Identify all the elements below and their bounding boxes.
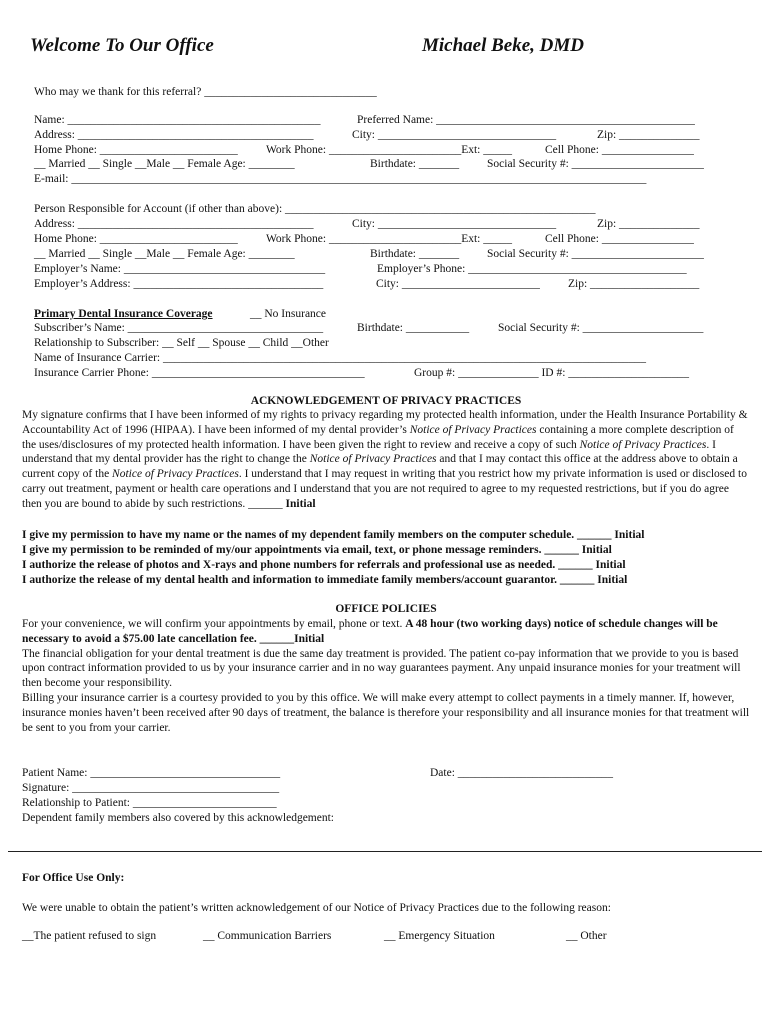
office-policies-title: OFFICE POLICIES: [335, 603, 437, 615]
reason-refused-option[interactable]: __The patient refused to sign: [22, 930, 157, 942]
patient-email-field[interactable]: E-mail: ____________________________________________________________________________________________________: [34, 173, 647, 185]
signature-date-field[interactable]: Date: ___________________________: [430, 767, 614, 779]
office-policies-text: For your convenience, we will confirm your appointments by email, phone or text. A 48 hour (two working days) notice of schedule changes will be necessary to avoid a $75.00 late cancellation fee. ______Initial The financial obligation for your dental treatment is due the same day treatment is provided. The patient co-pay information that we provide to you is based upon contract information provided to us by your insurance carrier and in no way guarantees payment. Any unpaid insurance monies for your treatment will then become your responsibility. Billing your insurance carrier is a courtesy provided to you by this office. We will make every attempt to collect payments in a timely manner. If, however, insurance monies haven’t been received after 90 days of treatment, the balance is therefore your responsibility and all insurance monies for that treatment will be sent to you from your carrier.: [22, 618, 750, 734]
employer-address-field[interactable]: Employer’s Address: _________________________________: [34, 278, 324, 290]
signature-field[interactable]: Signature: ____________________________________: [22, 782, 280, 794]
reason-emergency-option[interactable]: __ Emergency Situation: [384, 930, 495, 942]
privacy-section-title: ACKNOWLEDGEMENT OF PRIVACY PRACTICES: [250, 395, 522, 407]
responsible-party-field[interactable]: Person Responsible for Account (if other than above): ______________________________________________________: [34, 203, 596, 215]
patient-ssn-field[interactable]: Social Security #: _______________________: [487, 158, 704, 170]
doctor-name-title: Michael Beke, DMD: [422, 35, 585, 56]
responsible-cell-phone-field[interactable]: Cell Phone: ________________: [545, 233, 694, 245]
responsible-home-phone-field[interactable]: Home Phone: ________________________: [34, 233, 238, 245]
dependents-covered-label: Dependent family members also covered by this acknowledgement:: [22, 812, 334, 824]
preferred-name-field[interactable]: Preferred Name: _____________________________________________: [357, 114, 695, 126]
reason-communication-option[interactable]: __ Communication Barriers: [203, 930, 332, 942]
permission-reminders-initial[interactable]: I give my permission to be reminded of my/our appointments via email, text, or phone message reminders. ______ Initial: [22, 544, 612, 556]
reason-other-option[interactable]: __ Other: [566, 930, 607, 942]
office-welcome-title: Welcome To Our Office: [30, 35, 214, 56]
insurance-section-title: Primary Dental Insurance Coverage: [34, 308, 213, 320]
office-use-statement: We were unable to obtain the patient’s written acknowledgement of our Notice of Privacy Practices due to the following reason:: [22, 902, 611, 914]
office-use-divider: [8, 851, 762, 852]
subscriber-birthdate-field[interactable]: Birthdate: ___________: [357, 322, 470, 334]
responsible-address-field[interactable]: Address: _________________________________________: [34, 218, 314, 230]
no-insurance-option[interactable]: __ No Insurance: [250, 308, 327, 320]
patient-name-signature-field[interactable]: Patient Name: _________________________________: [22, 767, 281, 779]
permission-photos-initial[interactable]: I authorize the release of photos and X-rays and phone numbers for referrals and professional use as needed. ______ Initial: [22, 559, 626, 571]
patient-city-field[interactable]: City: _______________________________: [352, 129, 557, 141]
patient-home-phone-field[interactable]: Home Phone: ________________________: [34, 144, 238, 156]
employer-city-field[interactable]: City: ________________________: [376, 278, 540, 290]
responsible-zip-field[interactable]: Zip: ______________: [597, 218, 700, 230]
insurance-group-id-field[interactable]: Group #: ______________ ID #: _____________________: [414, 367, 690, 379]
subscriber-relationship-field[interactable]: Relationship to Subscriber: __ Self __ Spouse __ Child __Other: [34, 337, 329, 349]
patient-name-field[interactable]: Name: ____________________________________________: [34, 114, 321, 126]
employer-zip-field[interactable]: Zip: ___________________: [568, 278, 700, 290]
subscriber-name-field[interactable]: Subscriber’s Name: __________________________________: [34, 322, 324, 334]
patient-cell-phone-field[interactable]: Cell Phone: ________________: [545, 144, 694, 156]
insurance-carrier-phone-field[interactable]: Insurance Carrier Phone: _____________________________________: [34, 367, 365, 379]
patient-birthdate-field[interactable]: Birthdate: _______: [370, 158, 460, 170]
referral-field[interactable]: Who may we thank for this referral? ______________________________: [34, 86, 377, 98]
employer-phone-field[interactable]: Employer’s Phone: ______________________________________: [377, 263, 687, 275]
permission-family-release-initial[interactable]: I authorize the release of my dental health and information to immediate family members/account guarantor. ______ Initial: [22, 574, 628, 586]
employer-name-field[interactable]: Employer’s Name: ___________________________________: [34, 263, 326, 275]
responsible-birthdate-field[interactable]: Birthdate: _______: [370, 248, 460, 260]
patient-work-phone-field[interactable]: Work Phone: _______________________Ext: _____: [266, 144, 512, 156]
patient-status-field[interactable]: __ Married __ Single __Male __ Female Age: ________: [34, 158, 295, 170]
subscriber-ssn-field[interactable]: Social Security #: _____________________: [498, 322, 704, 334]
responsible-status-field[interactable]: __ Married __ Single __Male __ Female Age: ________: [34, 248, 295, 260]
responsible-city-field[interactable]: City: _______________________________: [352, 218, 557, 230]
office-use-title: For Office Use Only:: [22, 872, 125, 884]
responsible-work-phone-field[interactable]: Work Phone: _______________________Ext: _____: [266, 233, 512, 245]
insurance-carrier-name-field[interactable]: Name of Insurance Carrier: ____________________________________________________________________________________: [34, 352, 646, 364]
permission-schedule-initial[interactable]: I give my permission to have my name or the names of my dependent family members on the computer schedule. ______ Initial: [22, 529, 645, 541]
patient-zip-field[interactable]: Zip: ______________: [597, 129, 700, 141]
privacy-acknowledgement-text: My signature confirms that I have been informed of my rights to privacy regarding my protected health information, under the Health Insurance Portability & Accountability Act of 1996 (HIPAA). I have been informed of my dental provider’s Notice of Privacy Practices containing a more complete description of the uses/disclosures of my protected health information. I have been given the right to review and receive a copy of such Notice of Privacy Practices. I understand that my dental provider has the right to change the Notice of Privacy Practices and that I may contact this office at the address above to obtain a current copy of the Notice of Privacy Practices. I understand that I may request in writing that you restrict how my private information is used or disclosed to carry out treatment, payment or health care operations and I understand that you are not required to agree to my requested restrictions, but if you do agree then you are bound to abide by such restrictions. ______ Initial: [22, 409, 748, 510]
patient-address-field[interactable]: Address: _________________________________________: [34, 129, 314, 141]
relationship-to-patient-field[interactable]: Relationship to Patient: _________________________: [22, 797, 277, 809]
responsible-ssn-field[interactable]: Social Security #: _______________________: [487, 248, 704, 260]
